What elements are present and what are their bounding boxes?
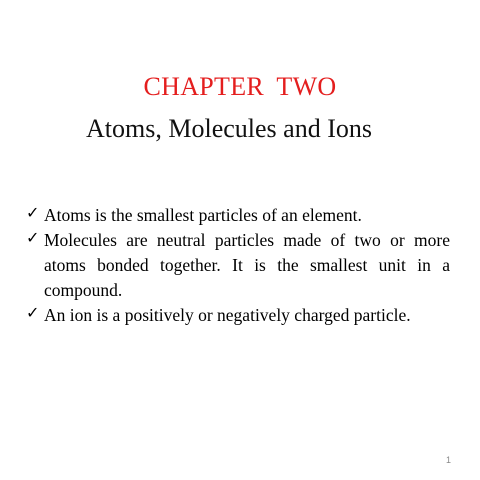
checkmark-icon: ✓ <box>26 203 40 222</box>
bullet-item <box>26 203 450 228</box>
bullet-text: An ion is a positively or negatively charged particle. <box>44 305 411 325</box>
bullet-text: Molecules are neutral particles made of two or more atoms bonded together. It is the smallest unit in a compound. <box>44 230 450 300</box>
page-number: 1 <box>446 455 452 465</box>
bullet-item <box>26 303 450 328</box>
checkmark-icon: ✓ <box>26 303 40 322</box>
bullet-text: Atoms is the smallest particles of an element. <box>44 205 362 225</box>
chapter-title: CHAPTER TWO <box>143 72 337 101</box>
bullet-item <box>26 228 450 303</box>
bullet-list <box>26 203 450 328</box>
slide-subtitle: Atoms, Molecules and Ions <box>86 114 372 143</box>
checkmark-icon: ✓ <box>26 228 40 247</box>
